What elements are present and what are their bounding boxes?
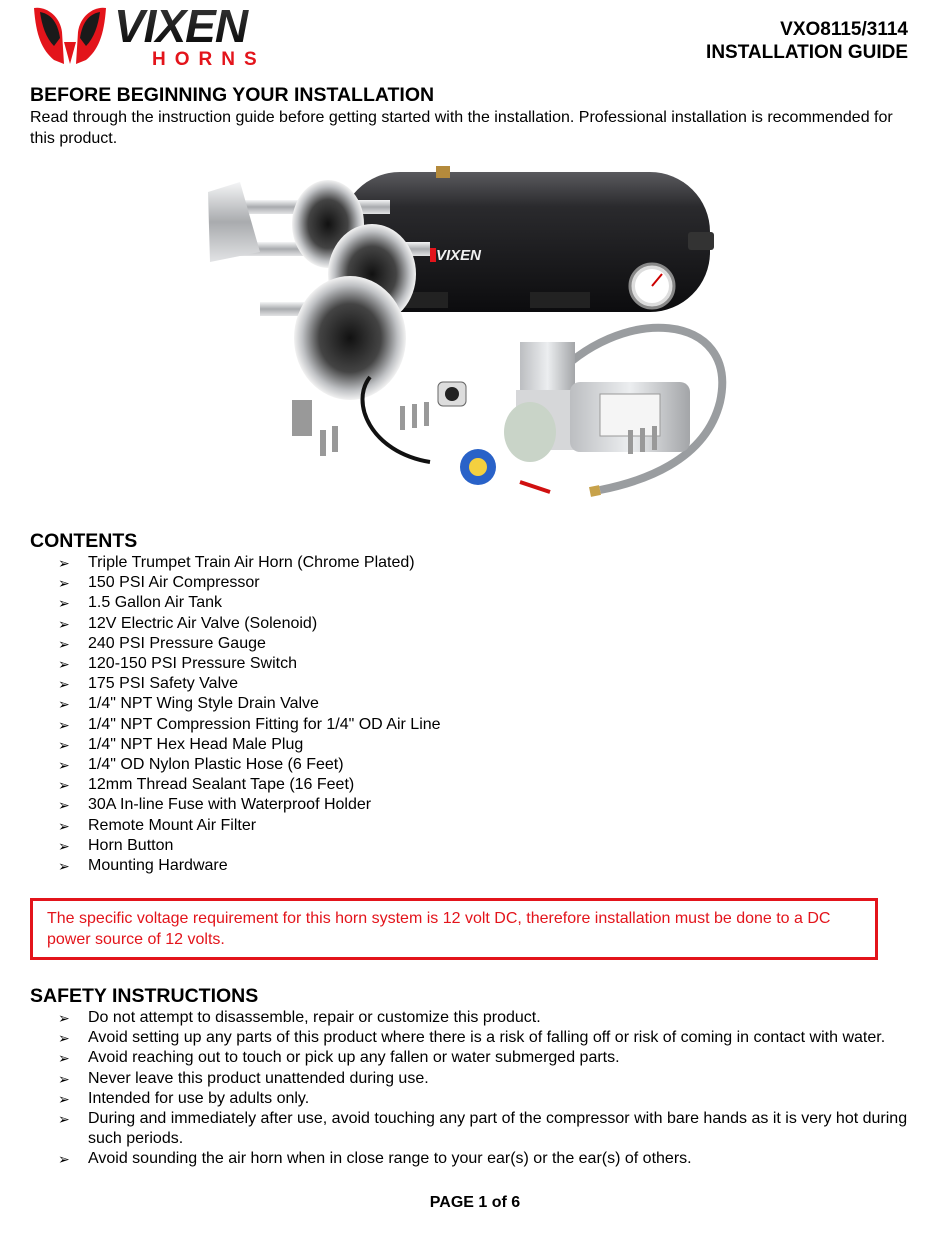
safety-heading: SAFETY INSTRUCTIONS (30, 985, 259, 1007)
page-number: PAGE 1 of 6 (429, 1194, 521, 1211)
list-item: ➢ Avoid reaching out to touch or pick up any fallen or water submerged parts. (58, 1048, 918, 1068)
safety-list (58, 1008, 918, 1170)
list-item: ➢ Triple Trumpet Train Air Horn (Chrome Plated) (58, 553, 441, 573)
voltage-warning-box (30, 898, 878, 960)
vixen-horns-logo (30, 2, 280, 68)
list-item: ➢ 240 PSI Pressure Gauge (58, 634, 441, 654)
arrow-bullet-icon: ➢ (58, 757, 70, 774)
voltage-warning-text: The specific voltage requirement for this horn system is 12 volt DC, therefore installation must be done to a DC power source of 12 volts. (47, 910, 831, 948)
list-item: ➢ Remote Mount Air Filter (58, 816, 441, 836)
arrow-bullet-icon: ➢ (58, 1030, 70, 1047)
arrow-bullet-icon: ➢ (58, 777, 70, 794)
arrow-bullet-icon: ➢ (58, 635, 70, 652)
fox-head-icon (34, 8, 106, 64)
arrow-bullet-icon: ➢ (58, 1050, 70, 1067)
arrow-bullet-icon: ➢ (58, 1070, 70, 1087)
list-item: ➢ 1/4" OD Nylon Plastic Hose (6 Feet) (58, 755, 441, 775)
arrow-bullet-icon: ➢ (58, 858, 70, 875)
arrow-bullet-icon: ➢ (58, 817, 70, 834)
arrow-bullet-icon: ➢ (58, 1090, 70, 1107)
arrow-bullet-icon: ➢ (58, 595, 70, 612)
list-item: ➢ 1/4" NPT Compression Fitting for 1/4" OD Air Line (58, 715, 441, 735)
arrow-bullet-icon: ➢ (58, 736, 70, 753)
arrow-bullet-icon: ➢ (58, 837, 70, 854)
list-item: ➢ Mounting Hardware (58, 856, 441, 876)
tank-logo: VIXEN (436, 247, 482, 264)
intro-text: Read through the instruction guide before getting started with the installation. Professional installation is recommended for this product. (30, 109, 893, 147)
arrow-bullet-icon: ➢ (58, 1151, 70, 1168)
list-item: ➢ Intended for use by adults only. (58, 1089, 918, 1109)
list-item: ➢ 12mm Thread Sealant Tape (16 Feet) (58, 775, 441, 795)
list-item: ➢ Never leave this product unattended during use. (58, 1069, 918, 1089)
brand-word: VIXEN (114, 2, 248, 52)
list-item: ➢ Avoid setting up any parts of this product where there is a risk of falling off or risk of coming in contact with water. (58, 1028, 918, 1048)
list-item: ➢ Horn Button (58, 836, 441, 856)
brand-sub: HORNS (152, 49, 266, 68)
list-item: ➢ 30A In-line Fuse with Waterproof Holder (58, 795, 441, 815)
list-item: ➢ 1/4" NPT Hex Head Male Plug (58, 735, 441, 755)
arrow-bullet-icon: ➢ (58, 696, 70, 713)
arrow-bullet-icon: ➢ (58, 555, 70, 571)
list-item: ➢ Avoid sounding the air horn when in close range to your ear(s) or the ear(s) of others. (58, 1149, 918, 1169)
list-item: ➢ During and immediately after use, avoid touching any part of the compressor with bare hands as it is very hot during such periods. (58, 1110, 908, 1148)
arrow-bullet-icon: ➢ (58, 656, 70, 673)
intro-heading: BEFORE BEGINNING YOUR INSTALLATION (30, 84, 435, 106)
model-number: VXO8115/3114 (780, 19, 908, 40)
arrow-bullet-icon: ➢ (58, 615, 70, 632)
list-item: ➢ 120-150 PSI Pressure Switch (58, 654, 441, 674)
document-title: INSTALLATION GUIDE (706, 42, 908, 63)
product-image (200, 162, 740, 512)
list-item: ➢ 1.5 Gallon Air Tank (58, 593, 441, 613)
arrow-bullet-icon: ➢ (58, 716, 70, 733)
list-item: ➢ Do not attempt to disassemble, repair or customize this product. (58, 1008, 918, 1028)
list-item: ➢ 1/4" NPT Wing Style Drain Valve (58, 694, 441, 714)
contents-list (58, 553, 441, 876)
list-item: ➢ 150 PSI Air Compressor (58, 573, 441, 593)
arrow-bullet-icon: ➢ (58, 575, 70, 592)
arrow-bullet-icon: ➢ (58, 1010, 70, 1026)
arrow-bullet-icon: ➢ (58, 797, 70, 814)
list-item: ➢ 175 PSI Safety Valve (58, 674, 441, 694)
list-item: ➢ 12V Electric Air Valve (Solenoid) (58, 614, 441, 634)
document-id (706, 18, 908, 64)
arrow-bullet-icon: ➢ (58, 676, 70, 693)
contents-heading: CONTENTS (30, 530, 138, 552)
arrow-bullet-icon: ➢ (58, 1111, 70, 1128)
